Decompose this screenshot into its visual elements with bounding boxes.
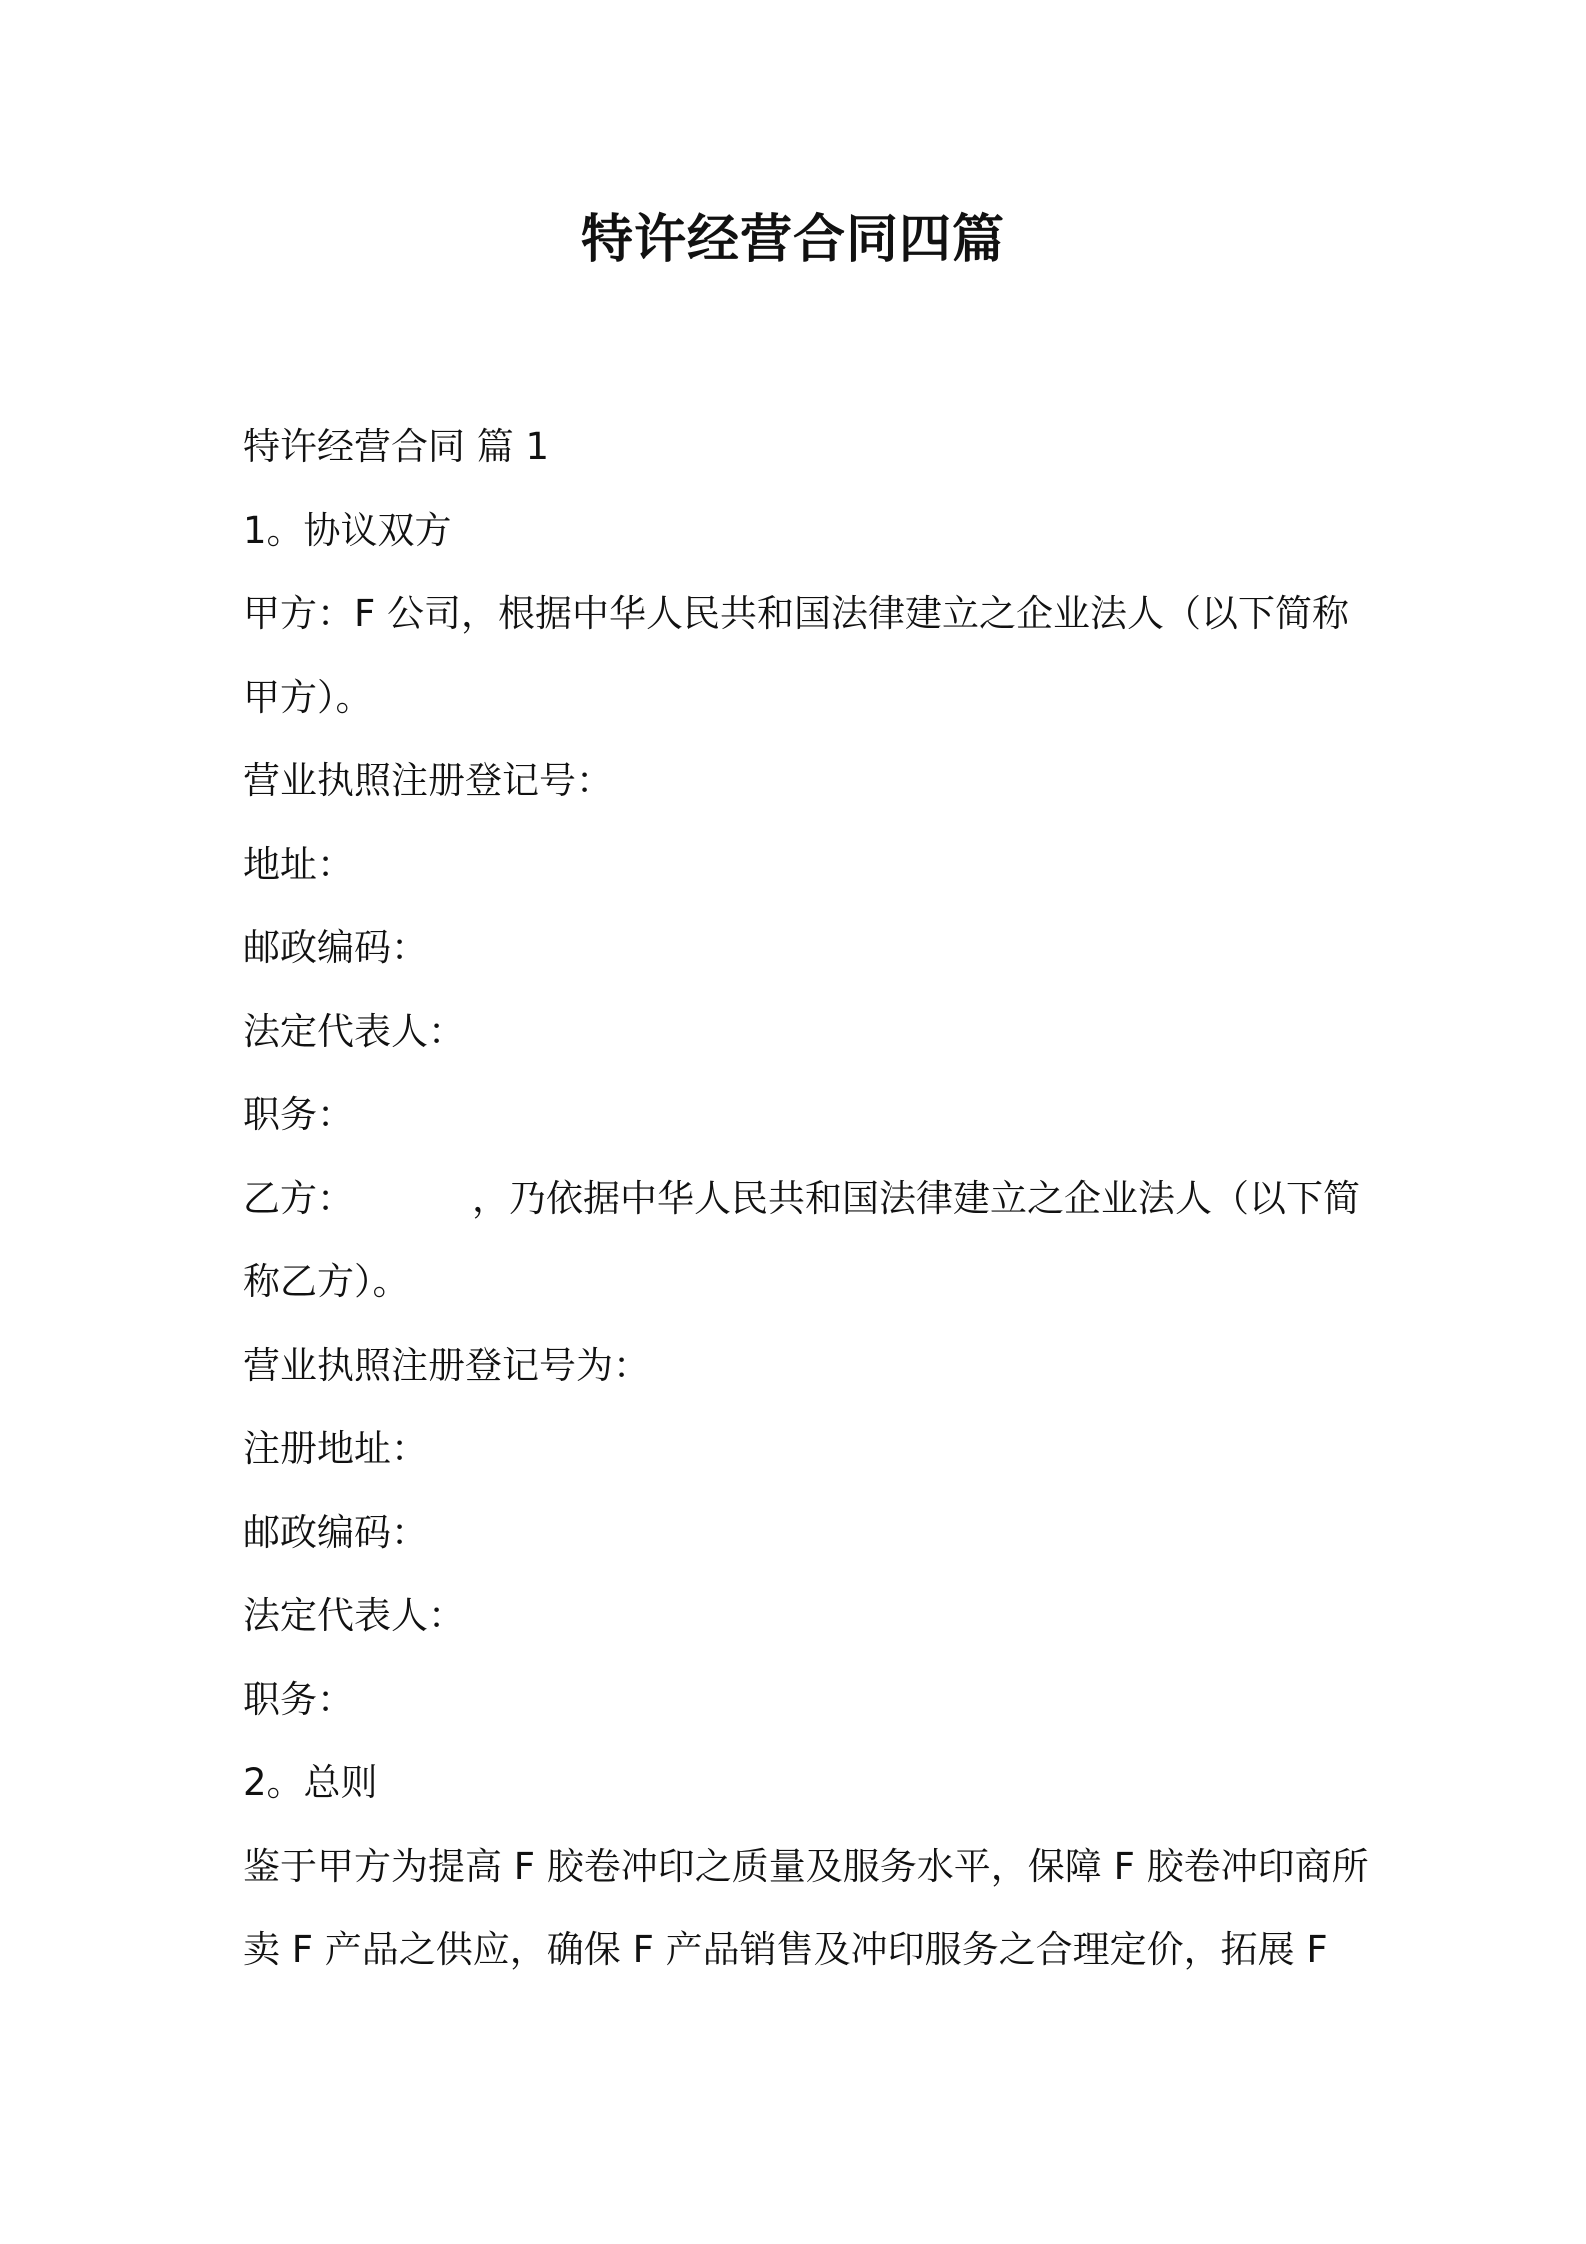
party-b-address-label: 注册地址： — [243, 1427, 428, 1470]
party-b-position-label: 职务： — [243, 1677, 354, 1721]
party-b-intro-line-2: 称乙方）。 — [243, 1260, 410, 1303]
party-a-address-label: 地址： — [243, 842, 354, 886]
party-b-postcode-label: 邮政编码： — [243, 1510, 428, 1554]
clause-2-line-1: 鉴于甲方为提高 F 胶卷冲印之质量及服务水平，保障 F 胶卷冲印商所 — [243, 1844, 1369, 1888]
document-title: 特许经营合同四篇 — [580, 210, 1005, 270]
party-a-intro-line-1: 甲方：F 公司，根据中华人民共和国法律建立之企业法人（以下简称 — [243, 592, 1350, 635]
party-b-intro-line-1 — [243, 1157, 1360, 1241]
party-b-registration-label: 营业执照注册登记号为： — [243, 1343, 650, 1387]
party-b-label: 乙方： — [243, 1176, 354, 1220]
clause-2-heading: 2。总则 — [243, 1761, 378, 1804]
party-a-legal-rep-label: 法定代表人： — [243, 1009, 465, 1053]
clause-2-line-2: 卖 F 产品之供应，确保 F 产品销售及冲印服务之合理定价，拓展 F — [243, 1928, 1328, 1971]
clause-1-heading: 1。协议双方 — [243, 508, 452, 552]
section-heading: 特许经营合同 篇 1 — [243, 425, 550, 468]
party-a-intro-line-2: 甲方）。 — [243, 675, 373, 719]
party-a-postcode-label: 邮政编码： — [243, 926, 428, 969]
party-b-intro-rest: ，乃依据中华人民共和国法律建立之企业法人（以下简 — [472, 1176, 1360, 1220]
party-a-position-label: 职务： — [243, 1093, 354, 1136]
party-a-registration-label: 营业执照注册登记号： — [243, 759, 613, 802]
party-b-legal-rep-label: 法定代表人： — [243, 1594, 465, 1637]
document-body — [243, 405, 1369, 1992]
